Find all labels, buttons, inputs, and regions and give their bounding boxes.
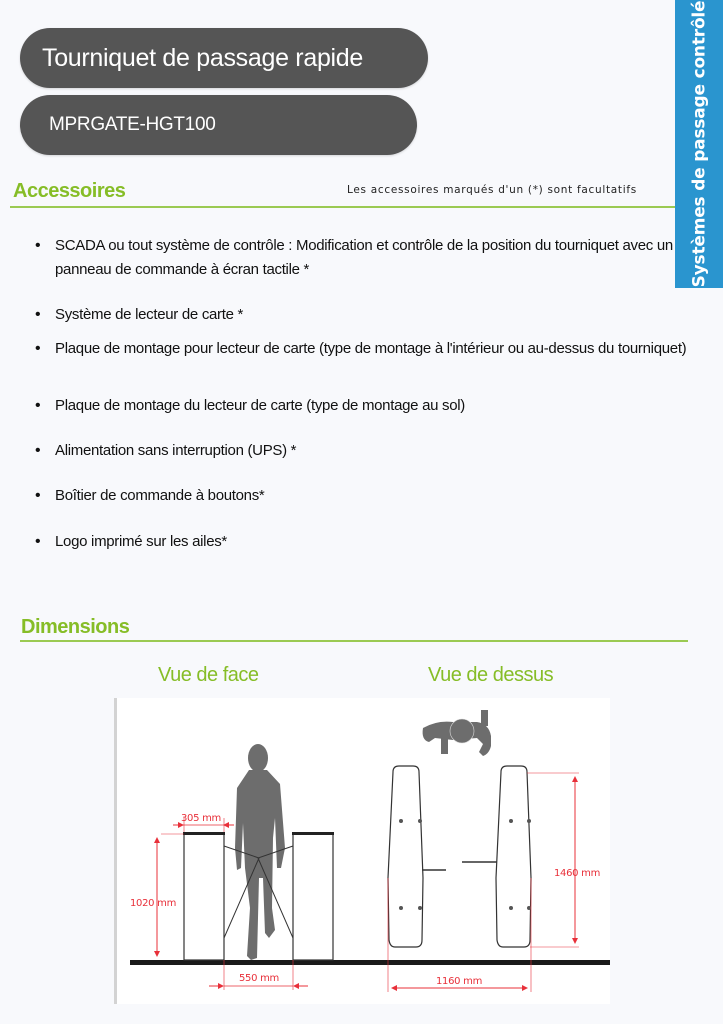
list-item: • Plaque de montage pour lecteur de carte (type de montage à l'intérieur ou au-dessus du tourniquet) bbox=[55, 337, 715, 361]
dimension-drawing bbox=[114, 698, 610, 1004]
model-number: MPRGATE-HGT100 bbox=[49, 114, 216, 135]
top-view-heading: Vue de dessus bbox=[428, 664, 554, 686]
accessories-heading: Accessoires bbox=[13, 180, 126, 202]
floor-line bbox=[130, 960, 610, 965]
list-item: • Boîtier de commande à boutons* bbox=[55, 484, 715, 508]
list-item: • Alimentation sans interruption (UPS) * bbox=[55, 439, 715, 463]
top-left-cabinet bbox=[388, 766, 423, 947]
cabinet-width-label: 305 mm bbox=[181, 813, 221, 824]
list-item: • SCADA ou tout système de contrôle : Modification et contrôle de la position du tourniquet avec un panneau de commande à écran tactile * bbox=[55, 234, 675, 282]
length-label: 1460 mm bbox=[554, 868, 601, 879]
product-title: Tourniquet de passage rapide bbox=[42, 43, 364, 72]
right-cabinet bbox=[293, 834, 333, 960]
height-label: 1020 mm bbox=[130, 898, 177, 909]
dimension-drawing-svg bbox=[117, 698, 610, 1004]
model-number-pill bbox=[20, 95, 417, 155]
dimensions-heading: Dimensions bbox=[21, 616, 130, 638]
dimensions-divider bbox=[20, 640, 688, 642]
passage-width-label: 550 mm bbox=[239, 973, 279, 984]
person-top-icon bbox=[423, 710, 491, 756]
category-side-tab bbox=[675, 0, 723, 288]
front-view-heading: Vue de face bbox=[158, 664, 259, 686]
list-item: • Plaque de montage du lecteur de carte (type de montage au sol) bbox=[55, 394, 715, 418]
top-right-cabinet bbox=[496, 766, 531, 947]
front-view-drawing bbox=[130, 744, 334, 990]
overall-width-label: 1160 mm bbox=[436, 976, 483, 987]
left-cabinet bbox=[184, 834, 224, 960]
list-item: • Système de lecteur de carte * bbox=[55, 303, 715, 327]
category-label: Systèmes de passage contrôlé bbox=[689, 0, 709, 288]
product-title-pill bbox=[20, 28, 428, 88]
accessories-divider bbox=[10, 206, 675, 208]
top-view-drawing bbox=[388, 710, 600, 992]
optional-note: Les accessoires marqués d'un (*) sont facultatifs bbox=[347, 184, 637, 196]
list-item: • Logo imprimé sur les ailes* bbox=[55, 530, 715, 554]
